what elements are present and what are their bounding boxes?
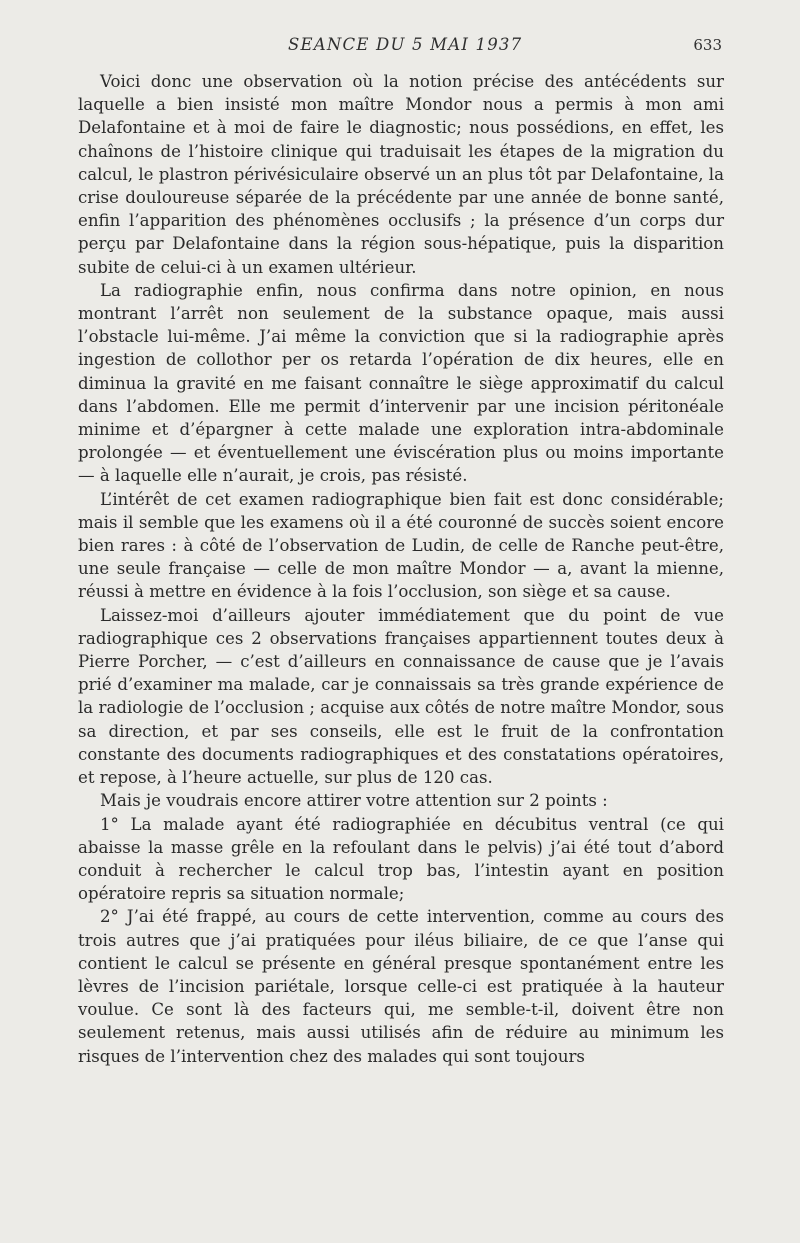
page-number: 633: [693, 36, 722, 54]
running-title: SEANCE DU 5 MAI 1937: [288, 35, 523, 54]
body-text: [78, 70, 724, 1068]
running-head: [78, 35, 722, 59]
paragraph-interet: L’intérêt de cet examen radiographique bien fait est donc considérable; mais il semble que les examens où il a été couronné de succès soient encore bien rares : à côté de l’observation de Ludin, de celle de Ranche peut-être, une seule française — celle de mon maître Mondor — a, avant la mienne, réussi à mettre en évidence à la fois l’occlusion, son siège et sa cause.: [78, 489, 724, 602]
paragraph-radiographie: La radiographie enfin, nous confirma dans notre opinion, en nous montrant l’arrêt non seulement de la substance opaque, mais aussi l’obstacle lui-même. J’ai même la conviction que si la radiographie après ingestion de collothor per os retarda l’opération de dix heures, elle en diminua la gravité en me faisant connaître le siège approximatif du calcul dans l’abdomen. Elle me permit d’intervenir par une incision péritonéale minime et d’épargner à cette malade une exploration intra-abdominale prolongée — et éventuellement une éviscération plus ou moins importante — à laquelle elle n’aurait, je crois, pas résisté.: [78, 280, 724, 486]
paragraph-attention: Mais je voudrais encore attirer votre attention sur 2 points :: [100, 791, 608, 811]
paragraph-point-2: 2° J’ai été frappé, au cours de cette intervention, comme au cours des trois autres que j’ai pratiquées pour iléus biliaire, de ce que l’anse qui contient le calcul se présente en général presque spontanément entre les lèvres de l’incision pariétale, lorsque celle-ci est pratiquée à la hauteur voulue. Ce sont là des facteurs qui, me semble-t-il, doivent être non seulement retenus, mais aussi utilisés afin de réduire au minimum les risques de l’intervention chez des malades qui sont toujours: [78, 907, 724, 1066]
paragraph-point-1: 1° La malade ayant été radiographiée en décubitus ventral (ce qui abaisse la masse grêle en la refoulant dans le pelvis) j’ai été tout d’abord conduit à rechercher le calcul trop bas, l’intestin ayant en position opératoire repris sa situation normale;: [78, 814, 724, 904]
paragraph-porcher: Laissez-moi d’ailleurs ajouter immédiatement que du point de vue radiographique ces 2 observations françaises appartiennent toutes deux à Pierre Porcher, — c’est d’ailleurs en connaissance de cause que je l’avais prié d’examiner ma malade, car je connaissais sa très grande expérience de la radiologie de l’occlusion ; acquise aux côtés de notre maître Mondor, sous sa direction, et par ses conseils, elle est le fruit de la confrontation constante des documents radiographiques et des constatations opératoires, et repose, à l’heure actuelle, sur plus de 120 cas.: [78, 605, 724, 788]
paragraph-observation: Voici donc une observation où la notion précise des antécédents sur laquelle a bien insisté mon maître Mondor nous a permis à mon ami Delafontaine et à moi de faire le diagnostic; nous possédions, en effet, les chaînons de l’histoire clinique qui traduisait les étapes de la migration du calcul, le plastron périvésiculaire observé un an plus tôt par Delafontaine, la crise douloureuse séparée de la précédente par une année de bonne santé, enfin l’apparition des phénomènes occlusifs ; la présence d’un corps dur perçu par Delafontaine dans la région sous-hépatique, puis la disparition subite de celui-ci à un examen ultérieur.: [78, 72, 724, 277]
